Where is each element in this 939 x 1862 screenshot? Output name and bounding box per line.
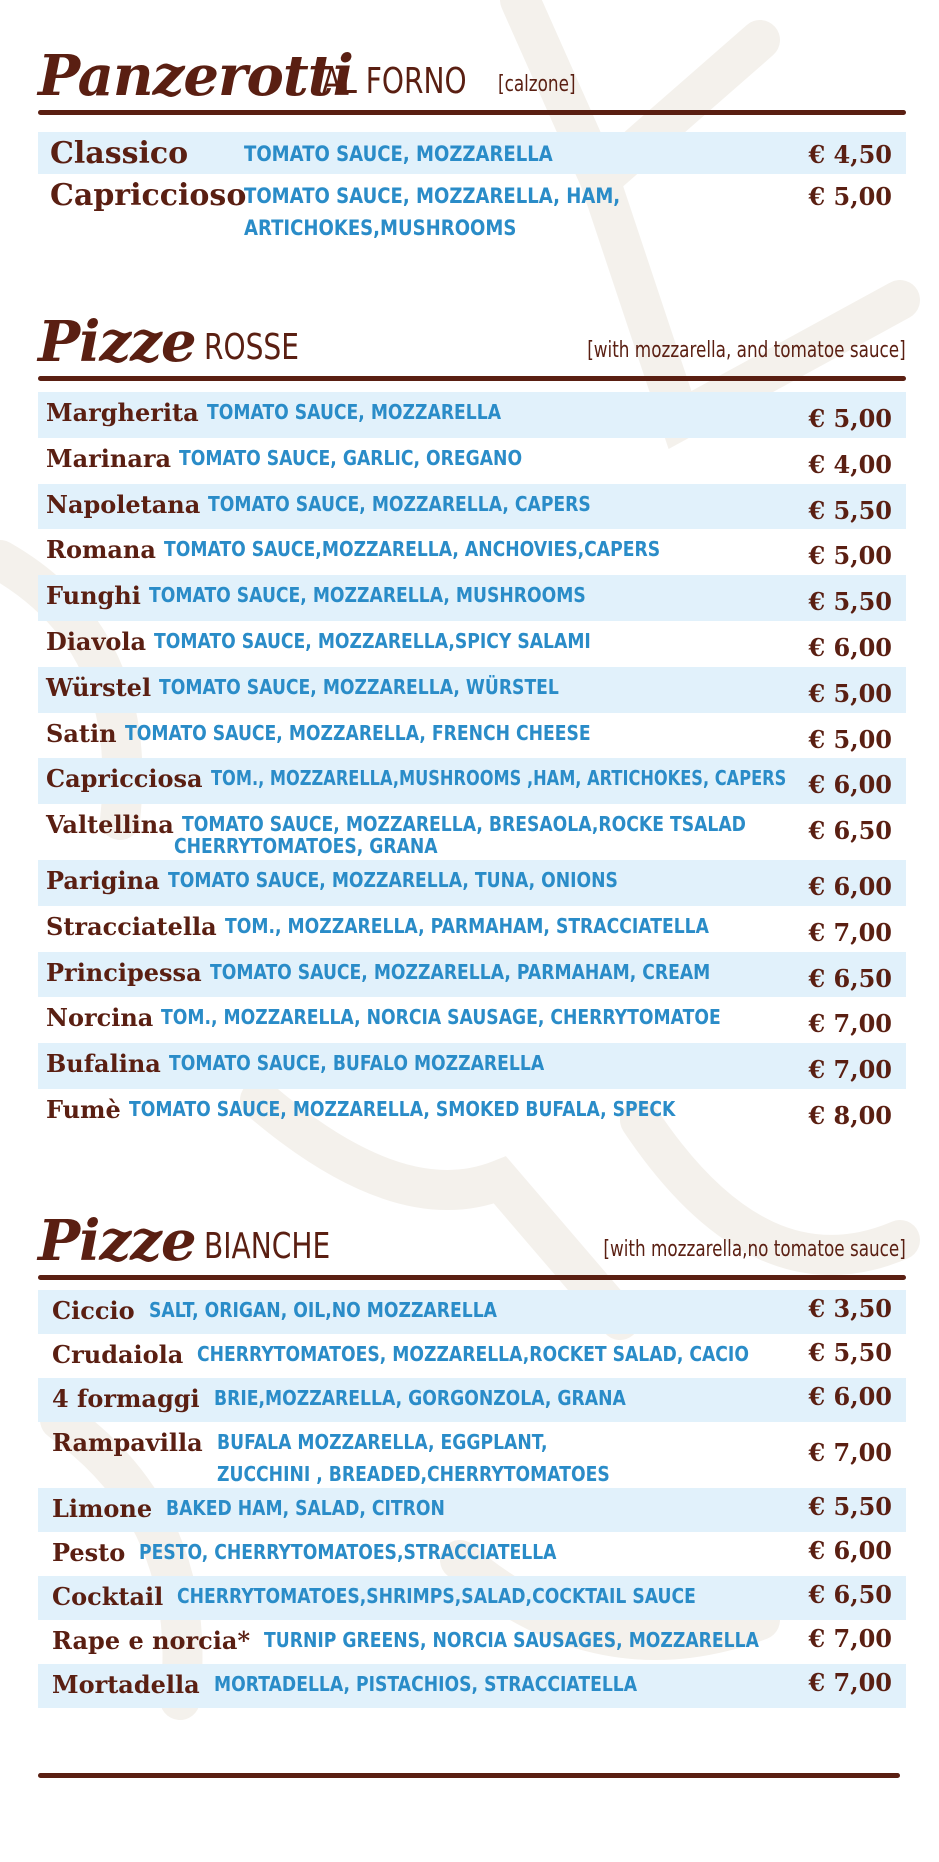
item-name: Satin xyxy=(46,718,117,748)
item-price: € 7,00 xyxy=(808,1438,892,1467)
item-price: € 6,00 xyxy=(808,1382,892,1411)
rosse-row xyxy=(38,667,906,713)
rosse-title-script: Pizze xyxy=(38,309,196,375)
item-name: Mortadella xyxy=(52,1670,200,1699)
panzerotti-header xyxy=(38,40,906,110)
item-ingredients: TOMATO SAUCE, MOZZARELLA, FRENCH CHEESE xyxy=(124,720,591,745)
item-ingredients: TOMATO SAUCE, MOZZARELLA, MUSHROOMS xyxy=(148,583,586,608)
rosse-row xyxy=(38,484,906,530)
rosse-rule xyxy=(38,376,906,381)
bianche-row xyxy=(38,1290,906,1334)
item-name: Würstel xyxy=(46,672,152,702)
item-price: € 5,00 xyxy=(808,541,892,571)
item-name: Marinara xyxy=(46,443,172,473)
item-price: € 6,00 xyxy=(808,633,892,662)
item-ingredients: MORTADELLA, PISTACHIOS, STRACCIATELLA xyxy=(213,1672,637,1696)
item-name: Rape e norcia* xyxy=(52,1626,251,1655)
bianche-row xyxy=(38,1378,906,1422)
panzerotti-title-caps: AL FORNO xyxy=(322,61,467,102)
item-price: € 6,00 xyxy=(808,872,892,901)
item-price: € 5,50 xyxy=(808,587,892,617)
rosse-row xyxy=(38,860,906,906)
item-ingredients: TOM., MOZZARELLA,MUSHROOMS ,HAM, ARTICHOKES, CAPERS xyxy=(210,766,786,791)
rosse-header xyxy=(38,306,906,376)
rosse-row xyxy=(38,906,906,952)
item-name: Margherita xyxy=(46,398,199,427)
rosse-row xyxy=(38,392,906,438)
rosse-section xyxy=(38,306,906,381)
item-name: Stracciatella xyxy=(46,911,217,941)
bianche-note: [with mozzarella,no tomatoe sauce] xyxy=(603,1237,906,1262)
bianche-row xyxy=(38,1488,906,1532)
item-ingredients-line2: ZUCCHINI , BREADED,CHERRYTOMATOES xyxy=(216,1462,610,1486)
item-price: € 7,00 xyxy=(808,917,892,947)
item-name: Capricciosa xyxy=(46,764,203,794)
rosse-row xyxy=(38,575,906,621)
item-ingredients: CHERRYTOMATOES, MOZZARELLA,ROCKET SALAD, CACIO xyxy=(197,1342,750,1366)
item-ingredients: PESTO, CHERRYTOMATOES,STRACCIATELLA xyxy=(139,1540,557,1564)
item-price: € 5,50 xyxy=(808,1492,892,1521)
item-ingredients: BAKED HAM, SALAD, CITRON xyxy=(166,1496,446,1520)
item-name: Napoletana xyxy=(46,489,201,519)
rosse-title-caps: ROSSE xyxy=(204,327,300,368)
item-price: € 5,50 xyxy=(808,495,892,525)
item-ingredients: TOMATO SAUCE, MOZZARELLA xyxy=(244,142,553,166)
item-ingredients-line2: CHERRYTOMATOES, GRANA xyxy=(174,834,438,859)
rosse-row xyxy=(38,713,906,759)
item-ingredients: TOMATO SAUCE, MOZZARELLA, HAM, xyxy=(244,184,621,208)
item-name: Romana xyxy=(46,535,156,565)
bianche-row xyxy=(38,1576,906,1620)
item-name: Cocktail xyxy=(52,1582,164,1611)
item-name: Classico xyxy=(50,136,189,171)
bianche-section xyxy=(38,1205,906,1280)
item-ingredients: SALT, ORIGAN, OIL,NO MOZZARELLA xyxy=(148,1298,497,1322)
item-ingredients: TOMATO SAUCE, MOZZARELLA, PARMAHAM, CREAM xyxy=(209,959,710,984)
item-name: Diavola xyxy=(46,627,147,656)
bottom-rule xyxy=(38,1773,900,1778)
bianche-row xyxy=(38,1422,906,1488)
bianche-row xyxy=(38,1532,906,1576)
item-ingredients: BRIE,MOZZARELLA, GORGONZOLA, GRANA xyxy=(213,1386,626,1410)
item-price: € 6,50 xyxy=(808,1580,892,1609)
item-name: Norcina xyxy=(46,1003,154,1033)
item-name: Parigina xyxy=(46,866,160,895)
item-name: Bufalina xyxy=(46,1049,161,1079)
item-name: Limone xyxy=(52,1494,153,1523)
panzerotti-note: [calzone] xyxy=(498,72,576,97)
panzerotti-row xyxy=(38,132,906,174)
item-ingredients: TOMATO SAUCE, MOZZARELLA, SMOKED BUFALA, SPECK xyxy=(128,1097,676,1121)
bianche-row xyxy=(38,1664,906,1708)
panzerotti-rule xyxy=(38,110,906,115)
item-ingredients: TOMATO SAUCE, BUFALO MOZZARELLA xyxy=(168,1051,545,1076)
item-price: € 7,00 xyxy=(808,1055,892,1085)
item-price: € 5,50 xyxy=(808,1338,892,1367)
item-price: € 5,00 xyxy=(808,678,892,708)
rosse-row xyxy=(38,621,906,667)
rosse-row xyxy=(38,1043,906,1089)
item-name: Pesto xyxy=(52,1538,126,1567)
item-ingredients: TOM., MOZZARELLA, PARMAHAM, STRACCIATELLA xyxy=(224,913,709,938)
bianche-rule xyxy=(38,1275,906,1280)
item-name: 4 formaggi xyxy=(52,1384,200,1413)
item-ingredients: CHERRYTOMATOES,SHRIMPS,SALAD,COCKTAIL SAUCE xyxy=(177,1584,697,1608)
item-name: Ciccio xyxy=(52,1296,135,1325)
item-price: € 6,50 xyxy=(808,963,892,993)
rosse-row xyxy=(38,758,906,804)
item-ingredients: TOMATO SAUCE, MOZZARELLA,SPICY SALAMI xyxy=(154,629,591,653)
rosse-row xyxy=(38,1089,906,1135)
rosse-row xyxy=(38,952,906,998)
item-price: € 6,00 xyxy=(808,770,892,800)
item-price: € 7,00 xyxy=(808,1624,892,1653)
bianche-row xyxy=(38,1334,906,1378)
rosse-row xyxy=(38,997,906,1043)
item-ingredients: TOMATO SAUCE, GARLIC, OREGANO xyxy=(179,445,523,470)
item-ingredients: TOMATO SAUCE, MOZZARELLA, WÜRSTEL xyxy=(159,674,559,699)
panzerotti-title-script: Panzerotti xyxy=(38,43,353,109)
item-name: Rampavilla xyxy=(52,1428,203,1457)
rosse-row xyxy=(38,529,906,575)
item-ingredients: BUFALA MOZZARELLA, EGGPLANT, xyxy=(216,1430,548,1454)
item-price: € 4,00 xyxy=(808,449,892,479)
rosse-note: [with mozzarella, and tomatoe sauce] xyxy=(587,338,906,363)
item-price: € 7,00 xyxy=(808,1009,892,1039)
item-name: Principessa xyxy=(46,957,202,987)
item-price: € 8,00 xyxy=(808,1101,892,1130)
item-price: € 5,00 xyxy=(808,404,892,433)
item-price: € 6,50 xyxy=(808,816,892,846)
bianche-header xyxy=(38,1205,906,1275)
item-ingredients: TOMATO SAUCE,MOZZARELLA, ANCHOVIES,CAPERS xyxy=(163,537,660,562)
bianche-title-script: Pizze xyxy=(38,1208,196,1274)
item-name: Capriccioso xyxy=(50,178,247,213)
item-ingredients: TOMATO SAUCE, MOZZARELLA xyxy=(206,400,501,424)
item-price: € 5,00 xyxy=(808,182,892,211)
item-name: Fumè xyxy=(46,1095,121,1124)
item-ingredients: TOMATO SAUCE, MOZZARELLA, CAPERS xyxy=(208,491,592,516)
panzerotti-section xyxy=(38,40,906,115)
item-ingredients: TOMATO SAUCE, MOZZARELLA, BRESAOLA,ROCKE TSALAD xyxy=(181,812,746,837)
rosse-row xyxy=(38,438,906,484)
rosse-row xyxy=(38,804,906,860)
item-ingredients: TURNIP GREENS, NORCIA SAUSAGES, MOZZARELLA xyxy=(264,1628,759,1652)
item-price: € 6,00 xyxy=(808,1536,892,1565)
item-price: € 7,00 xyxy=(808,1668,892,1697)
bianche-row xyxy=(38,1620,906,1664)
item-ingredients: TOMATO SAUCE, MOZZARELLA, TUNA, ONIONS xyxy=(167,868,618,892)
item-name: Valtellina xyxy=(46,810,174,840)
item-ingredients-line2: ARTICHOKES,MUSHROOMS xyxy=(244,216,517,240)
item-price: € 4,50 xyxy=(808,140,892,169)
item-price: € 3,50 xyxy=(808,1294,892,1323)
bianche-title-caps: BIANCHE xyxy=(204,1226,331,1267)
item-ingredients: TOM., MOZZARELLA, NORCIA SAUSAGE, CHERRYTOMATOE xyxy=(161,1005,722,1030)
item-name: Funghi xyxy=(46,581,141,611)
item-name: Crudaiola xyxy=(52,1340,184,1369)
item-price: € 5,00 xyxy=(808,724,892,754)
panzerotti-row xyxy=(38,174,906,256)
